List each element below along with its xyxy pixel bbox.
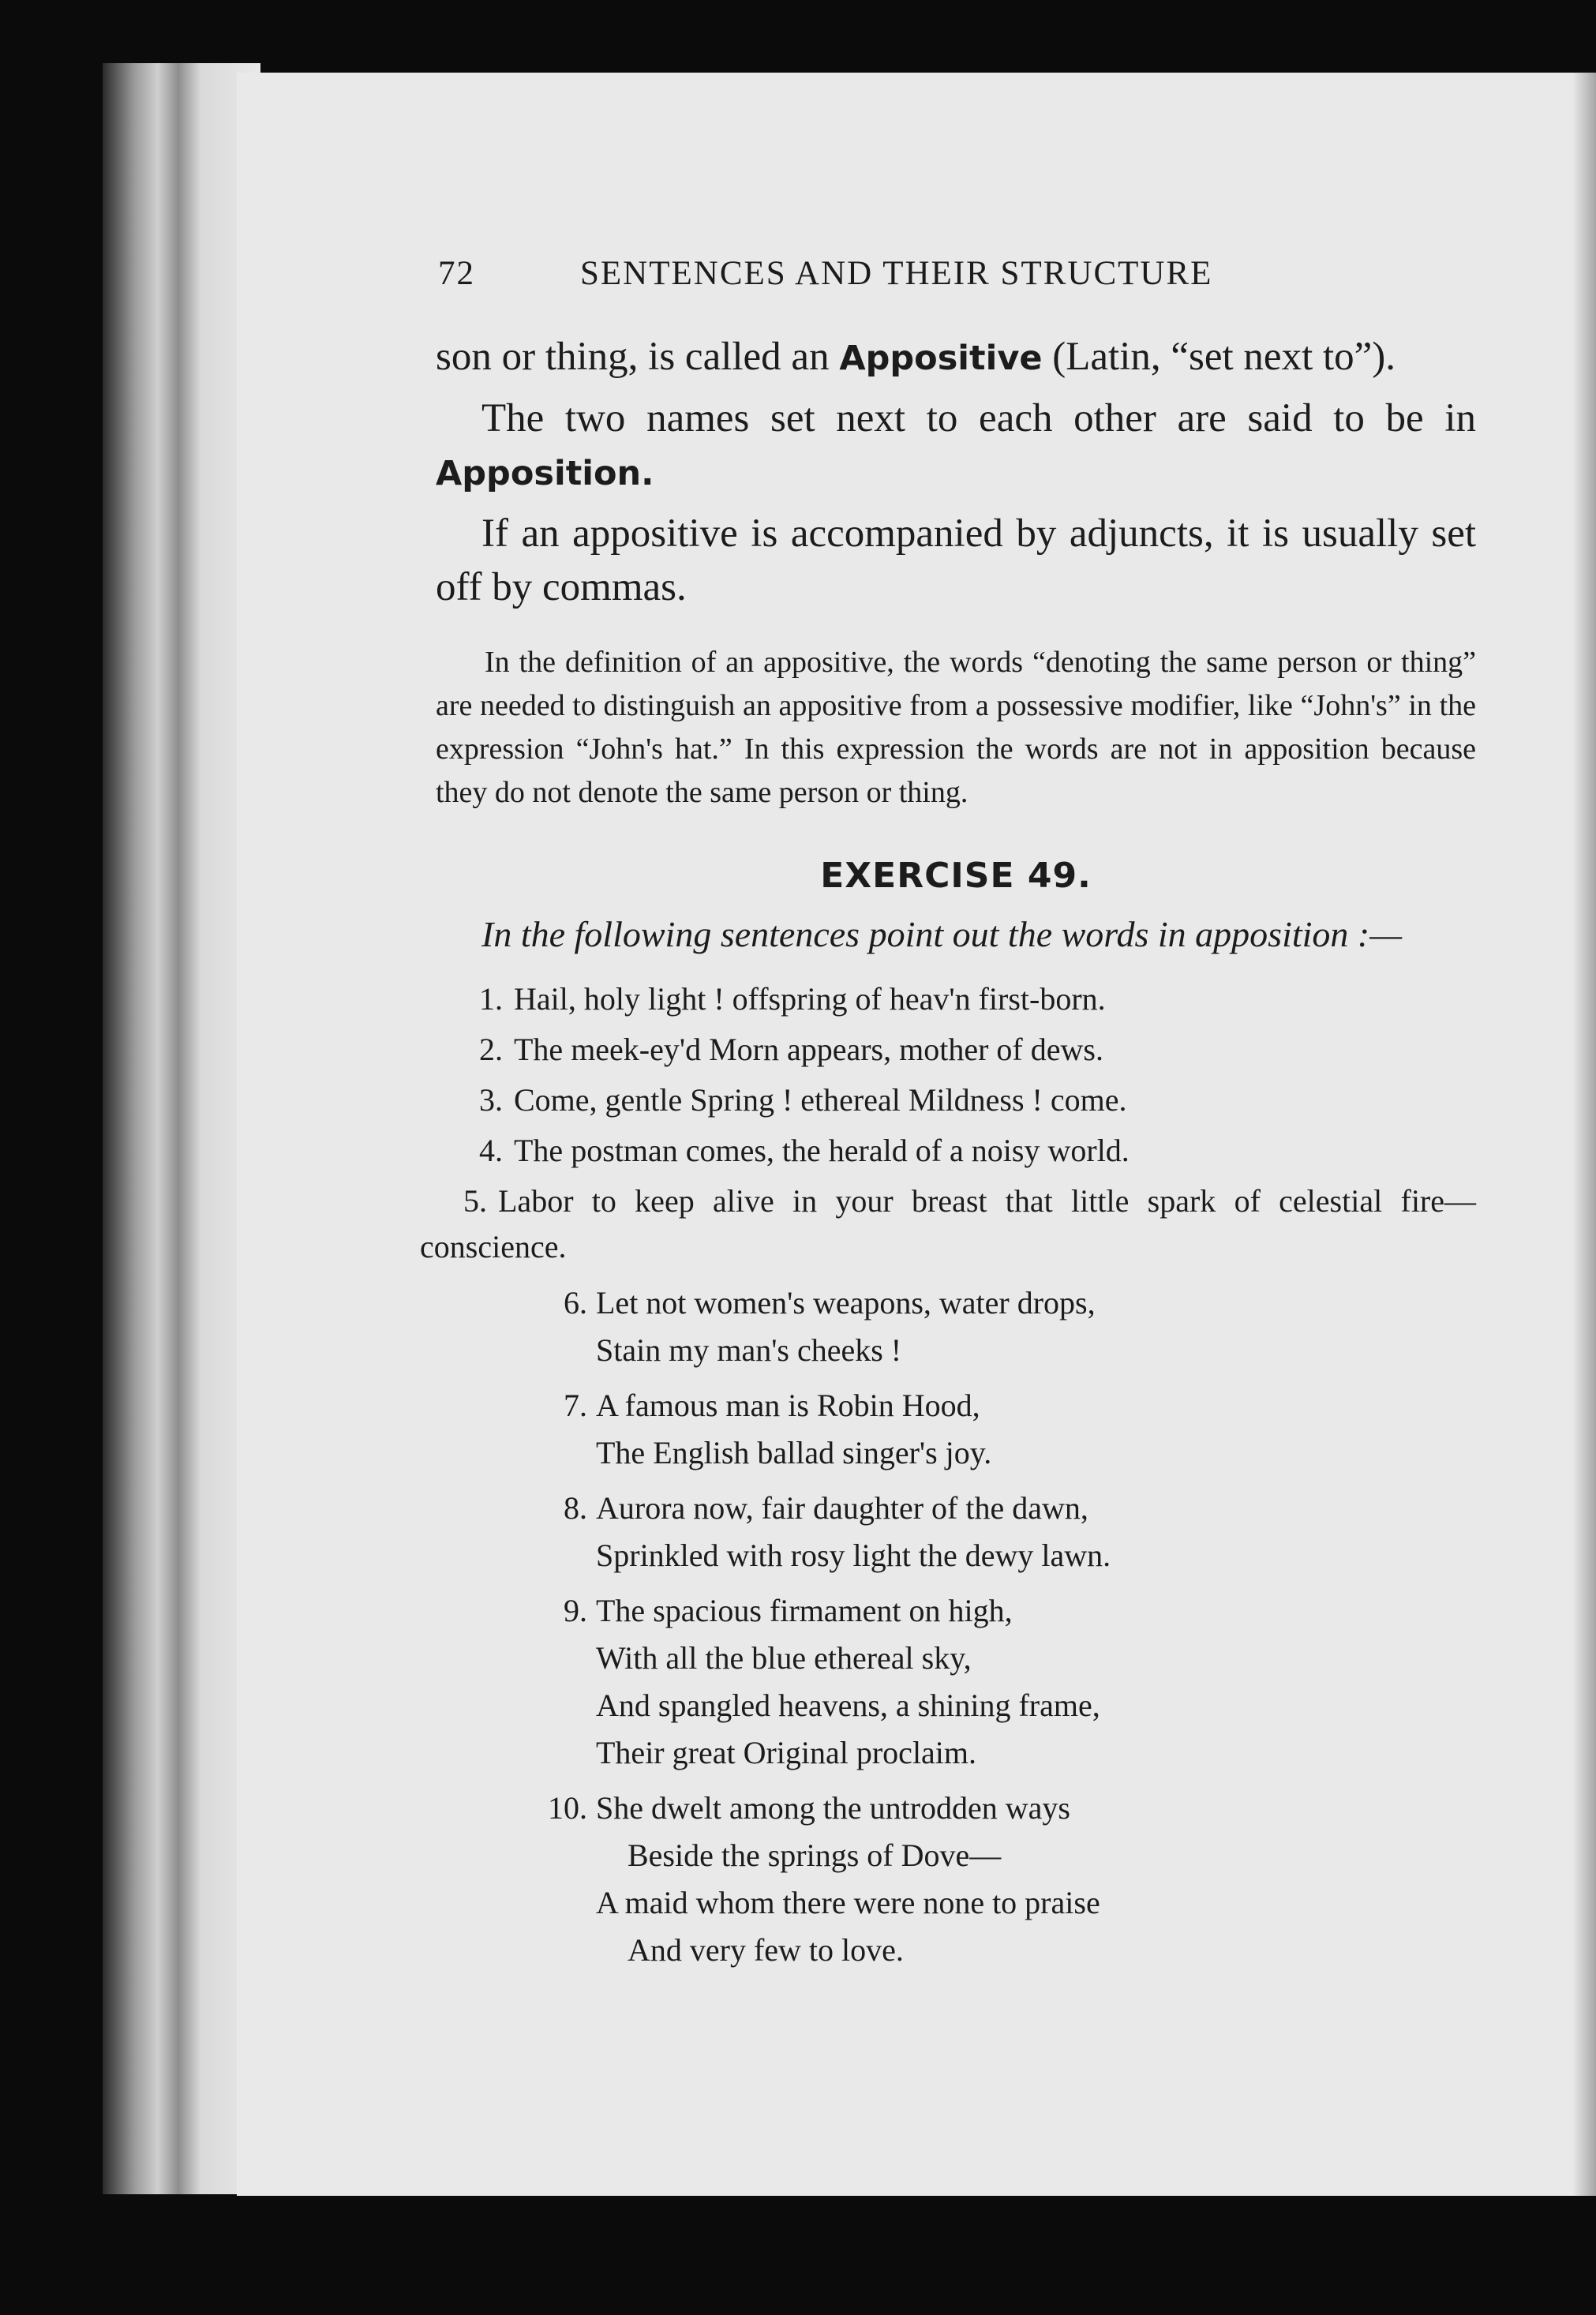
item-text: The postman comes, the herald of a noisy world.	[514, 1133, 1130, 1168]
item-text: Come, gentle Spring ! ethereal Mildness ! come.	[514, 1082, 1127, 1118]
item-number: 10.	[548, 1790, 587, 1826]
verse-line: The spacious firmament on high,	[596, 1593, 1013, 1628]
text-run: (Latin, “set next to”).	[1042, 335, 1396, 379]
exercise-instruction: In the following sentences point out the words in apposition :—	[481, 914, 1403, 954]
page-shadow	[1572, 73, 1596, 2196]
item-number: 7.	[564, 1388, 587, 1423]
definition-note: In the definition of an appositive, the words “denoting the same person or thing” are needed to distinguish an appositive from a possessive modifier, like “John's” in the expression “John's hat.” In this expression the words are not in apposition because they do not denote the same person or thing.	[436, 646, 1476, 809]
verse-item	[436, 1485, 1476, 1579]
verse-item	[436, 1587, 1476, 1777]
text-run: son or thing, is called an	[436, 335, 840, 379]
verse-line: A famous man is Robin Hood,	[596, 1388, 980, 1423]
exercise-title: EXERCISE 49.	[820, 856, 1092, 896]
paragraph-commas: If an appositive is accompanied by adjuncts, it is usually set off by commas.	[436, 511, 1476, 609]
page-body	[420, 330, 1476, 1982]
verse-line: Stain my man's cheeks !	[596, 1332, 902, 1368]
item-number: 1.	[479, 981, 503, 1017]
verse-line: A maid whom there were none to praise	[596, 1885, 1100, 1920]
verse-line: The English ballad singer's joy.	[596, 1435, 992, 1470]
verse-line: Let not women's weapons, water drops,	[596, 1285, 1096, 1320]
verse-item	[436, 1279, 1476, 1374]
verse-line: And very few to love.	[628, 1932, 904, 1968]
item-number: 8.	[564, 1490, 587, 1526]
text-run: The two names set next to each other are said to be in	[481, 396, 1476, 440]
verse-line: Sprinkled with rosy light the dewy lawn.	[596, 1538, 1111, 1573]
verse-line: With all the blue ethereal sky,	[596, 1640, 972, 1676]
verse-line: She dwelt among the untrodden ways	[596, 1790, 1070, 1826]
verse-item	[436, 1382, 1476, 1477]
verse-line: Beside the springs of Dove—	[628, 1837, 1002, 1873]
term-appositive: Appositive	[839, 339, 1043, 378]
exercise-item	[420, 1178, 1476, 1270]
exercise-verse-items	[436, 1279, 1476, 1974]
exercise-item	[436, 1027, 1476, 1073]
item-number: 3.	[479, 1082, 503, 1118]
exercise-item	[436, 1128, 1476, 1174]
page-number: 72	[438, 255, 475, 292]
exercise-prose-items	[420, 976, 1476, 1270]
verse-line: Their great Original proclaim.	[596, 1735, 977, 1770]
item-number: 4.	[479, 1133, 503, 1168]
exercise-item	[436, 1077, 1476, 1123]
item-number: 6.	[564, 1285, 587, 1320]
item-text: Labor to keep alive in your breast that little spark of celestial fire—conscience.	[420, 1183, 1476, 1264]
item-number: 9.	[564, 1593, 587, 1628]
term-apposition: Apposition.	[436, 454, 654, 493]
verse-line: Aurora now, fair daughter of the dawn,	[596, 1490, 1088, 1526]
paragraph-appositive-definition	[436, 330, 1476, 385]
exercise-item	[436, 976, 1476, 1022]
verse-line: And spangled heavens, a shining frame,	[596, 1688, 1100, 1723]
item-number: 2.	[479, 1032, 503, 1067]
item-text: The meek-ey'd Morn appears, mother of dews.	[514, 1032, 1103, 1067]
item-number: 5.	[463, 1183, 487, 1219]
running-title: SENTENCES AND THEIR STRUCTURE	[580, 255, 1213, 292]
item-text: Hail, holy light ! offspring of heav'n first-born.	[514, 981, 1106, 1017]
verse-item	[436, 1785, 1476, 1974]
paragraph-apposition	[436, 391, 1476, 500]
